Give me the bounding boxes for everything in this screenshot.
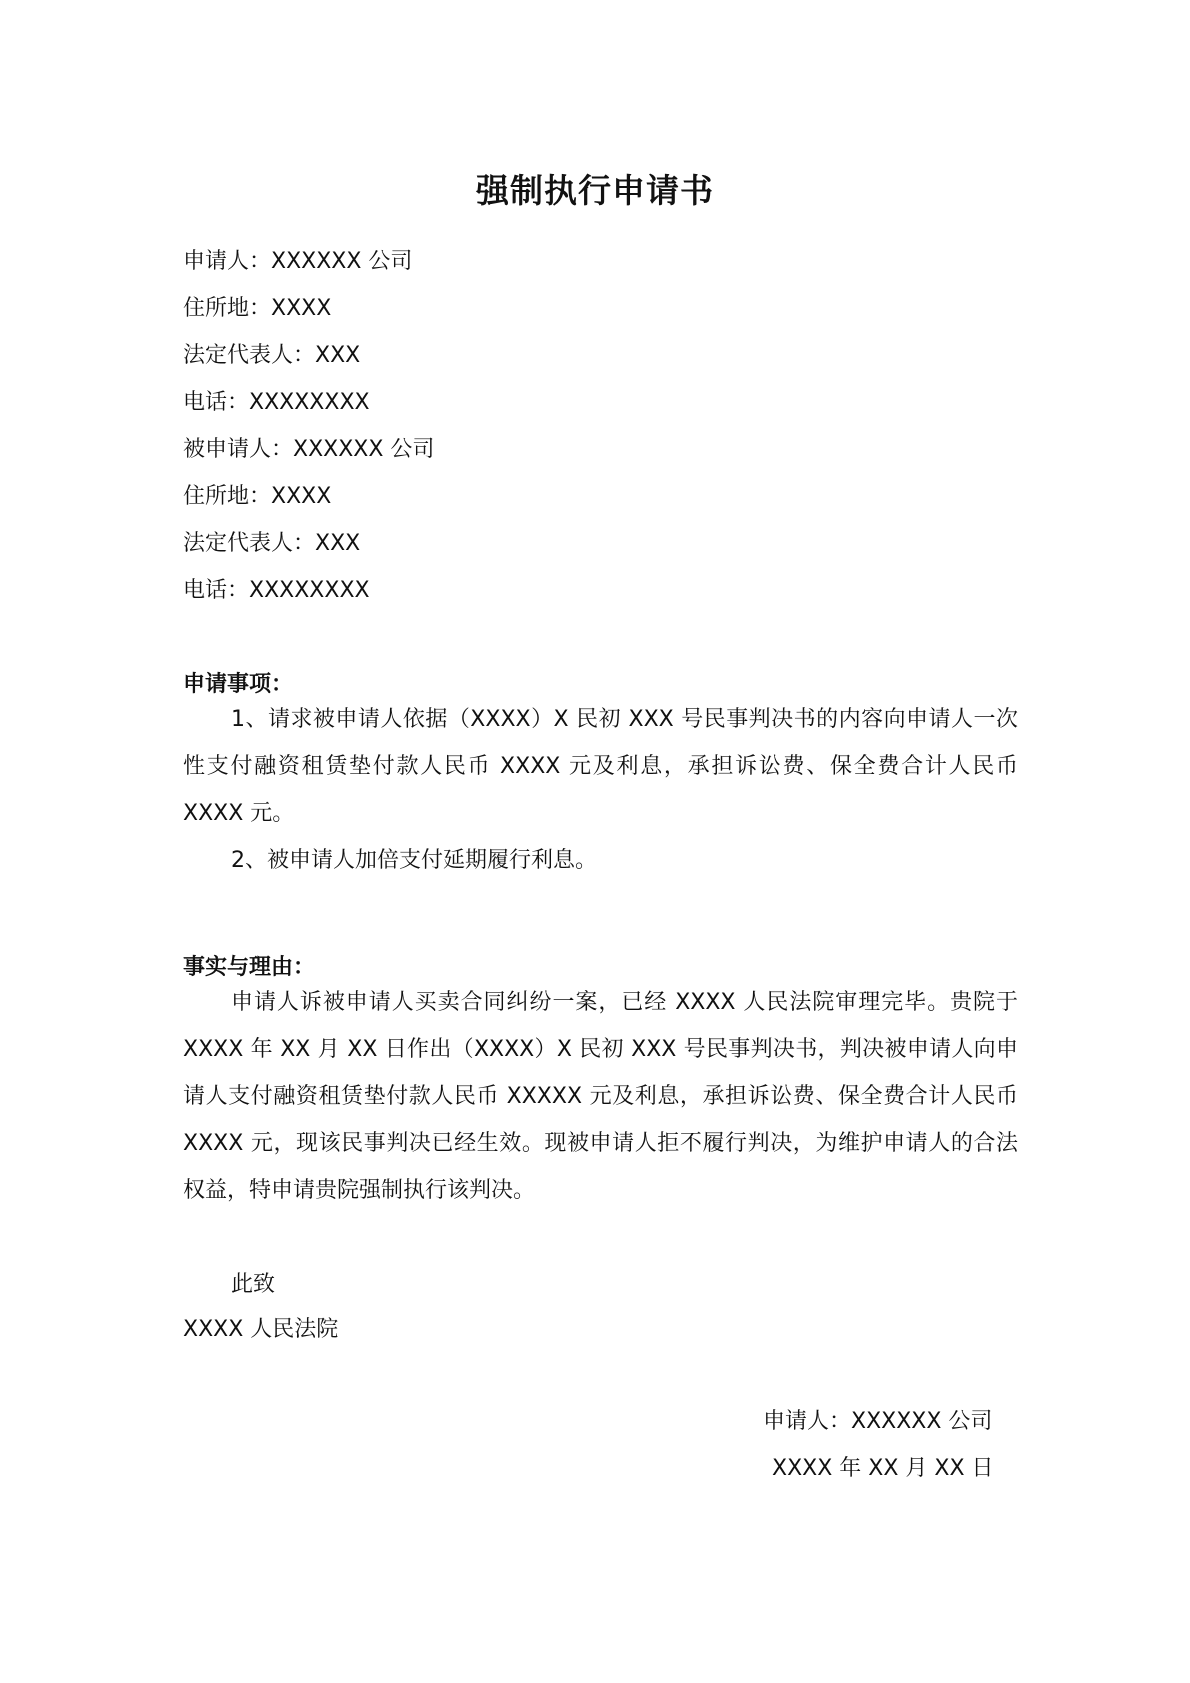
respondent-phone (183, 567, 1018, 614)
party-value: XXXX (271, 484, 332, 509)
party-value: XXXXXXXX (249, 578, 370, 603)
party-label: 被申请人： (183, 437, 294, 462)
party-label: 申请人： (183, 249, 272, 274)
requests-heading: 申请事项： (183, 672, 294, 697)
party-value: XXX (315, 343, 361, 368)
applicant-phone (183, 379, 1018, 426)
request-item-1: 1、请求被申请人依据（XXXX）X 民初 XXX 号民事判决书的内容向申请人一次性支付融资租赁垫付款人民币 XXXX 元及利息，承担诉讼费、保全费合计人民币 XXXX 元。 (183, 707, 1018, 826)
party-label: 电话： (183, 390, 250, 415)
applicant-name (183, 238, 1018, 285)
party-label: 法定代表人： (183, 531, 316, 556)
respondent-address (183, 473, 1018, 520)
applicant-legal-rep (183, 332, 1018, 379)
party-label: 住所地： (183, 484, 272, 509)
facts-paragraph: 申请人诉被申请人买卖合同纠纷一案，已经 XXXX 人民法院审理完毕。贵院于 XXXX 年 XX 月 XX 日作出（XXXX）X 民初 XXX 号民事判决书，判决被申请人向申请人支付融资租赁垫付款人民币 XXXXX 元及利息，承担诉讼费、保全费合计人民币 XXXX 元，现该民事判决已经生效。现被申请人拒不履行判决，为维护申请人的合法权益，特申请贵院强制执行该判决。 (183, 990, 1018, 1203)
signature-date: XXXX 年 XX 月 XX 日 (772, 1456, 994, 1481)
party-info (183, 238, 1018, 614)
party-value: XXXXXXXX (249, 390, 370, 415)
document-title: 强制执行申请书 (476, 171, 714, 210)
request-item-2: 2、被申请人加倍支付延期履行利息。 (231, 848, 597, 873)
closing-salutation: 此致 (231, 1272, 276, 1297)
party-label: 法定代表人： (183, 343, 316, 368)
party-label: 电话： (183, 578, 250, 603)
respondent-legal-rep (183, 520, 1018, 567)
requests-section (183, 696, 1018, 884)
party-value: XXXXXX 公司 (271, 249, 413, 274)
facts-section (183, 979, 1018, 1214)
signature-applicant: 申请人：XXXXXX 公司 (763, 1409, 993, 1434)
party-label: 住所地： (183, 296, 272, 321)
party-value: XXXX (271, 296, 332, 321)
facts-heading: 事实与理由： (183, 955, 316, 980)
party-value: XXX (315, 531, 361, 556)
court-name: XXXX 人民法院 (183, 1317, 339, 1342)
applicant-address (183, 285, 1018, 332)
respondent-name (183, 426, 1018, 473)
party-value: XXXXXX 公司 (293, 437, 435, 462)
